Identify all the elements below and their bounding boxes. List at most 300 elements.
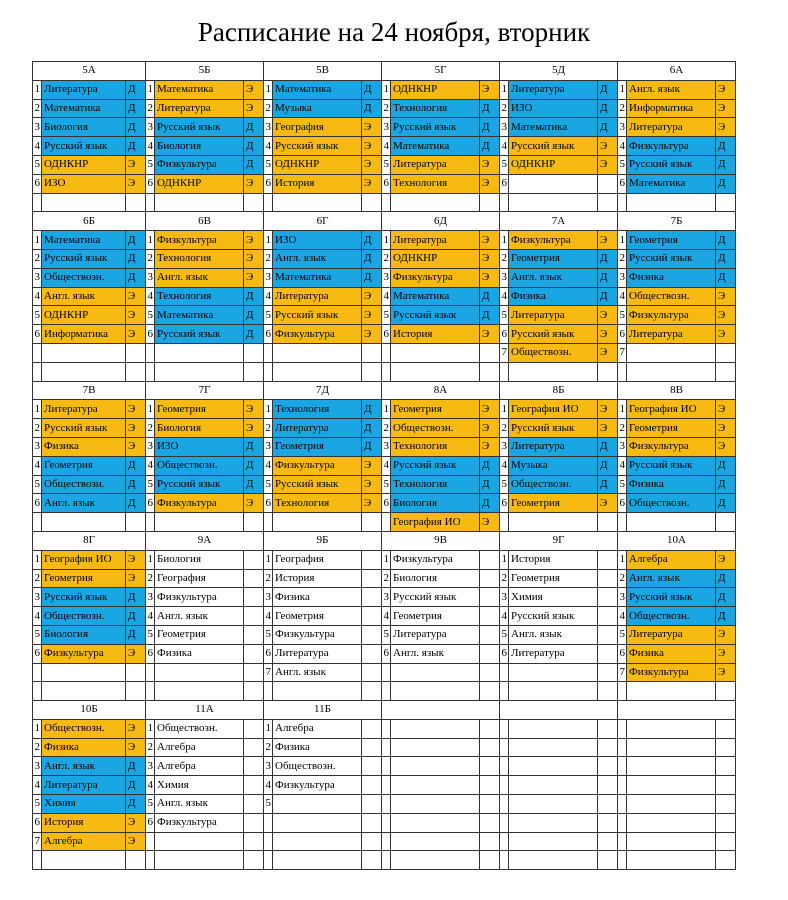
lesson-subject: Математика	[273, 80, 362, 99]
lesson-number: 5	[500, 306, 509, 325]
lesson-subject: ОДНКНР	[273, 155, 362, 174]
class-name	[618, 701, 736, 720]
lesson-subject: ОДНКНР	[391, 80, 480, 99]
lesson-type	[126, 343, 146, 362]
lesson-number: 2	[382, 419, 391, 438]
lesson-type: Д	[126, 456, 146, 475]
lesson-type	[598, 738, 618, 757]
lesson-subject	[627, 343, 716, 362]
lesson-number: 3	[33, 437, 42, 456]
lesson-subject: Литература	[42, 400, 126, 419]
lesson-type	[598, 644, 618, 663]
lesson-subject	[627, 719, 716, 738]
lesson-subject	[627, 832, 716, 851]
lesson-subject: Русский язык	[627, 249, 716, 268]
lesson-number	[33, 513, 42, 532]
lesson-type: Д	[598, 80, 618, 99]
lesson-subject	[509, 193, 598, 212]
lesson-type: Д	[126, 99, 146, 118]
lesson-number: 5	[382, 306, 391, 325]
class-name: 11А	[146, 701, 264, 720]
lesson-subject: Литература	[509, 80, 598, 99]
lesson-number	[500, 757, 509, 776]
lesson-subject: Физкультура	[155, 588, 244, 607]
lesson-type	[480, 569, 500, 588]
lesson-type: Д	[598, 249, 618, 268]
lesson-type	[244, 513, 264, 532]
lesson-subject: Литература	[627, 625, 716, 644]
lesson-row	[33, 832, 736, 851]
lesson-number: 5	[500, 475, 509, 494]
lesson-row	[33, 287, 736, 306]
lesson-subject	[42, 663, 126, 682]
lesson-subject: Русский язык	[155, 475, 244, 494]
lesson-number	[618, 719, 627, 738]
lesson-subject: Физкультура	[627, 437, 716, 456]
lesson-number: 1	[618, 231, 627, 250]
lesson-subject	[42, 343, 126, 362]
lesson-subject: Физкультура	[155, 155, 244, 174]
lesson-subject: Обществозн.	[509, 475, 598, 494]
lesson-type: Д	[480, 306, 500, 325]
lesson-number: 6	[618, 494, 627, 513]
lesson-number: 3	[382, 437, 391, 456]
lesson-subject: Русский язык	[273, 306, 362, 325]
lesson-number: 1	[500, 400, 509, 419]
lesson-number: 4	[382, 287, 391, 306]
lesson-subject: Алгебра	[42, 832, 126, 851]
lesson-subject: Математика	[42, 231, 126, 250]
lesson-type	[244, 588, 264, 607]
lesson-type: Э	[716, 437, 736, 456]
lesson-row	[33, 325, 736, 344]
lesson-number	[382, 513, 391, 532]
lesson-type: Э	[716, 80, 736, 99]
lesson-number: 2	[146, 99, 155, 118]
lesson-number: 2	[33, 99, 42, 118]
lesson-subject: Физика	[509, 287, 598, 306]
lesson-subject	[391, 738, 480, 757]
lesson-number: 1	[500, 80, 509, 99]
lesson-subject: Физкультура	[391, 268, 480, 287]
class-name: 5Д	[500, 62, 618, 81]
lesson-type: Э	[362, 118, 382, 137]
lesson-number: 5	[382, 475, 391, 494]
lesson-subject: География	[273, 550, 362, 569]
lesson-subject: Литература	[42, 80, 126, 99]
lesson-type: Э	[126, 832, 146, 851]
lesson-type	[480, 607, 500, 626]
lesson-number	[618, 813, 627, 832]
lesson-number: 5	[500, 155, 509, 174]
lesson-number: 3	[382, 268, 391, 287]
lesson-row	[33, 118, 736, 137]
lesson-subject	[155, 832, 244, 851]
lesson-type	[480, 193, 500, 212]
lesson-subject	[627, 813, 716, 832]
lesson-subject	[509, 795, 598, 814]
lesson-number: 2	[500, 249, 509, 268]
lesson-subject: Русский язык	[42, 249, 126, 268]
lesson-type: Э	[598, 325, 618, 344]
lesson-type	[244, 644, 264, 663]
lesson-type: Д	[716, 231, 736, 250]
lesson-number: 1	[382, 400, 391, 419]
lesson-number: 6	[146, 494, 155, 513]
lesson-subject: Русский язык	[509, 325, 598, 344]
lesson-type: Д	[480, 494, 500, 513]
lesson-row	[33, 155, 736, 174]
lesson-subject: Физкультура	[391, 550, 480, 569]
lesson-number: 5	[264, 155, 273, 174]
lesson-subject: Обществозн.	[509, 343, 598, 362]
lesson-subject: Технология	[391, 475, 480, 494]
lesson-subject: Англ. язык	[273, 249, 362, 268]
lesson-type	[716, 795, 736, 814]
lesson-subject: Физкультура	[627, 306, 716, 325]
lesson-type: Э	[244, 99, 264, 118]
lesson-type: Э	[716, 118, 736, 137]
lesson-number: 3	[264, 437, 273, 456]
lesson-number	[264, 193, 273, 212]
lesson-number: 2	[618, 99, 627, 118]
lesson-number: 3	[146, 118, 155, 137]
lesson-number: 5	[618, 306, 627, 325]
lesson-subject: Русский язык	[627, 456, 716, 475]
lesson-type: Д	[716, 456, 736, 475]
lesson-type: Д	[480, 118, 500, 137]
lesson-number: 6	[264, 494, 273, 513]
lesson-type: Д	[362, 231, 382, 250]
lesson-subject: Физкультура	[273, 776, 362, 795]
lesson-subject	[627, 513, 716, 532]
lesson-type	[244, 795, 264, 814]
lesson-number: 2	[382, 569, 391, 588]
lesson-subject: Обществозн.	[155, 719, 244, 738]
lesson-number: 3	[618, 268, 627, 287]
lesson-subject: География ИО	[627, 400, 716, 419]
lesson-type	[362, 738, 382, 757]
lesson-type	[126, 663, 146, 682]
lesson-subject	[627, 776, 716, 795]
lesson-subject: Англ. язык	[42, 494, 126, 513]
lesson-type	[598, 832, 618, 851]
lesson-subject: Русский язык	[391, 306, 480, 325]
lesson-number: 3	[264, 757, 273, 776]
lesson-number: 6	[618, 325, 627, 344]
lesson-type: Д	[598, 456, 618, 475]
lesson-subject: Геометрия	[509, 569, 598, 588]
lesson-subject: Алгебра	[155, 757, 244, 776]
lesson-number: 6	[382, 494, 391, 513]
lesson-subject: Геометрия	[509, 249, 598, 268]
lesson-type: Э	[244, 268, 264, 287]
lesson-number: 3	[382, 118, 391, 137]
lesson-number: 3	[146, 588, 155, 607]
lesson-number: 1	[146, 719, 155, 738]
lesson-subject	[273, 795, 362, 814]
lesson-number: 4	[382, 607, 391, 626]
lesson-type: Д	[126, 795, 146, 814]
lesson-subject: Литература	[155, 99, 244, 118]
lesson-subject: Химия	[155, 776, 244, 795]
lesson-subject	[627, 757, 716, 776]
lesson-type: Э	[480, 437, 500, 456]
lesson-number	[33, 851, 42, 870]
lesson-subject	[42, 513, 126, 532]
lesson-number	[146, 193, 155, 212]
lesson-number	[618, 362, 627, 381]
lesson-number	[500, 851, 509, 870]
lesson-number: 5	[382, 625, 391, 644]
lesson-number: 4	[618, 607, 627, 626]
lesson-number: 3	[146, 268, 155, 287]
lesson-subject: Литература	[273, 287, 362, 306]
lesson-type: Э	[126, 738, 146, 757]
lesson-subject: ОДНКНР	[42, 155, 126, 174]
lesson-number	[618, 795, 627, 814]
lesson-number: 4	[382, 137, 391, 156]
lesson-subject: Физика	[42, 437, 126, 456]
lesson-number: 6	[33, 325, 42, 344]
lesson-subject: Биология	[391, 569, 480, 588]
lesson-type	[362, 362, 382, 381]
lesson-type: Д	[716, 494, 736, 513]
lesson-type: Д	[598, 268, 618, 287]
lesson-type: Э	[598, 306, 618, 325]
lesson-type	[362, 588, 382, 607]
lesson-type: Д	[716, 174, 736, 193]
lesson-number	[146, 663, 155, 682]
lesson-type: Д	[480, 287, 500, 306]
lesson-type	[126, 513, 146, 532]
class-header-row	[33, 701, 736, 720]
lesson-type	[716, 682, 736, 701]
lesson-type: Э	[126, 437, 146, 456]
lesson-subject: Русский язык	[627, 588, 716, 607]
lesson-number	[500, 719, 509, 738]
lesson-number: 6	[33, 494, 42, 513]
lesson-type: Д	[244, 287, 264, 306]
lesson-type	[716, 343, 736, 362]
lesson-number	[33, 362, 42, 381]
lesson-subject	[391, 663, 480, 682]
lesson-number: 2	[146, 249, 155, 268]
class-name: 5А	[33, 62, 146, 81]
lesson-subject: Химия	[509, 588, 598, 607]
lesson-number: 5	[33, 155, 42, 174]
lesson-type: Д	[480, 137, 500, 156]
lesson-subject	[155, 663, 244, 682]
lesson-type	[598, 513, 618, 532]
class-name: 7Б	[618, 212, 736, 231]
lesson-subject	[509, 174, 598, 193]
lesson-subject: Литература	[273, 419, 362, 438]
lesson-subject: Обществозн.	[627, 287, 716, 306]
lesson-type	[244, 832, 264, 851]
class-name: 10Б	[33, 701, 146, 720]
lesson-row	[33, 813, 736, 832]
lesson-number	[382, 663, 391, 682]
lesson-number: 1	[33, 80, 42, 99]
lesson-subject	[155, 343, 244, 362]
lesson-type: Э	[126, 325, 146, 344]
class-name: 9Б	[264, 531, 382, 550]
lesson-type: Э	[362, 137, 382, 156]
lesson-type: Э	[362, 494, 382, 513]
lesson-number: 5	[146, 306, 155, 325]
lesson-type: Э	[716, 306, 736, 325]
lesson-row	[33, 663, 736, 682]
lesson-number: 5	[33, 795, 42, 814]
class-name: 9Г	[500, 531, 618, 550]
lesson-number: 4	[264, 287, 273, 306]
lesson-type: Э	[244, 231, 264, 250]
class-name	[500, 701, 618, 720]
lesson-subject	[155, 851, 244, 870]
lesson-type: Д	[362, 249, 382, 268]
lesson-number	[264, 513, 273, 532]
lesson-type	[244, 757, 264, 776]
lesson-number: 5	[146, 795, 155, 814]
lesson-type: Э	[126, 287, 146, 306]
lesson-type: Д	[362, 99, 382, 118]
lesson-type	[598, 795, 618, 814]
lesson-type	[126, 682, 146, 701]
lesson-type: Э	[716, 644, 736, 663]
lesson-type: Э	[480, 155, 500, 174]
lesson-subject: Обществозн.	[42, 607, 126, 626]
lesson-number: 4	[618, 287, 627, 306]
lesson-subject: ИЗО	[42, 174, 126, 193]
lesson-subject: Русский язык	[627, 155, 716, 174]
class-name: 7Д	[264, 381, 382, 400]
lesson-type	[362, 851, 382, 870]
lesson-subject: ИЗО	[509, 99, 598, 118]
lesson-type: Э	[362, 155, 382, 174]
lesson-subject	[509, 738, 598, 757]
lesson-subject	[391, 795, 480, 814]
lesson-number: 3	[264, 118, 273, 137]
lesson-subject: Биология	[42, 118, 126, 137]
lesson-number: 2	[264, 569, 273, 588]
lesson-subject: Алгебра	[627, 550, 716, 569]
lesson-subject: Обществозн.	[42, 475, 126, 494]
lesson-row	[33, 569, 736, 588]
lesson-subject	[509, 776, 598, 795]
lesson-type: Д	[126, 607, 146, 626]
lesson-subject: Физкультура	[155, 231, 244, 250]
lesson-row	[33, 268, 736, 287]
class-name: 5В	[264, 62, 382, 81]
lesson-subject	[273, 682, 362, 701]
lesson-number: 4	[146, 287, 155, 306]
lesson-type: Э	[480, 231, 500, 250]
lesson-subject: Технология	[391, 174, 480, 193]
class-name: 5Б	[146, 62, 264, 81]
lesson-number: 4	[146, 776, 155, 795]
lesson-number: 3	[146, 437, 155, 456]
lesson-subject: История	[391, 325, 480, 344]
lesson-row	[33, 719, 736, 738]
lesson-subject: Геометрия	[627, 231, 716, 250]
lesson-type: Д	[126, 625, 146, 644]
lesson-number: 2	[264, 738, 273, 757]
lesson-subject: Математика	[42, 99, 126, 118]
lesson-row	[33, 400, 736, 419]
lesson-type	[244, 550, 264, 569]
lesson-subject: ОДНКНР	[42, 306, 126, 325]
lesson-number	[500, 832, 509, 851]
lesson-type	[598, 174, 618, 193]
lesson-subject: География	[155, 569, 244, 588]
lesson-type	[362, 795, 382, 814]
class-name: 7А	[500, 212, 618, 231]
lesson-type	[244, 813, 264, 832]
lesson-type	[598, 588, 618, 607]
class-header-row	[33, 531, 736, 550]
lesson-subject	[509, 851, 598, 870]
lesson-row	[33, 456, 736, 475]
lesson-type	[480, 738, 500, 757]
lesson-subject: Литература	[42, 776, 126, 795]
lesson-subject: Литература	[509, 306, 598, 325]
lesson-subject: Биология	[155, 550, 244, 569]
lesson-type: Э	[598, 400, 618, 419]
lesson-subject: Физика	[627, 475, 716, 494]
lesson-subject	[627, 851, 716, 870]
lesson-subject	[509, 813, 598, 832]
lesson-number: 4	[33, 776, 42, 795]
lesson-subject: Англ. язык	[155, 607, 244, 626]
lesson-subject: Обществозн.	[627, 494, 716, 513]
lesson-number	[618, 738, 627, 757]
lesson-type: Э	[480, 249, 500, 268]
lesson-type: Д	[126, 776, 146, 795]
lesson-type: Д	[126, 118, 146, 137]
lesson-subject	[42, 362, 126, 381]
lesson-subject: ОДНКНР	[509, 155, 598, 174]
lesson-type	[362, 813, 382, 832]
lesson-type: Э	[598, 231, 618, 250]
lesson-type: Д	[598, 475, 618, 494]
lesson-number	[264, 832, 273, 851]
lesson-number: 1	[33, 231, 42, 250]
lesson-type: Д	[126, 137, 146, 156]
lesson-number: 2	[264, 249, 273, 268]
lesson-type	[244, 607, 264, 626]
lesson-type: Д	[480, 99, 500, 118]
lesson-number: 2	[382, 99, 391, 118]
lesson-row	[33, 644, 736, 663]
schedule-table	[32, 61, 736, 870]
lesson-subject: Русский язык	[42, 419, 126, 438]
lesson-type: Э	[716, 419, 736, 438]
lesson-subject	[627, 193, 716, 212]
lesson-type: Д	[716, 569, 736, 588]
lesson-subject: Информатика	[42, 325, 126, 344]
class-name: 8Б	[500, 381, 618, 400]
lesson-type	[480, 682, 500, 701]
lesson-number: 4	[33, 456, 42, 475]
lesson-type	[244, 343, 264, 362]
lesson-number: 4	[33, 607, 42, 626]
lesson-number	[33, 343, 42, 362]
lesson-type: Э	[126, 550, 146, 569]
lesson-subject: Физкультура	[627, 137, 716, 156]
lesson-subject: Обществозн.	[391, 419, 480, 438]
lesson-subject: Физкультура	[627, 663, 716, 682]
